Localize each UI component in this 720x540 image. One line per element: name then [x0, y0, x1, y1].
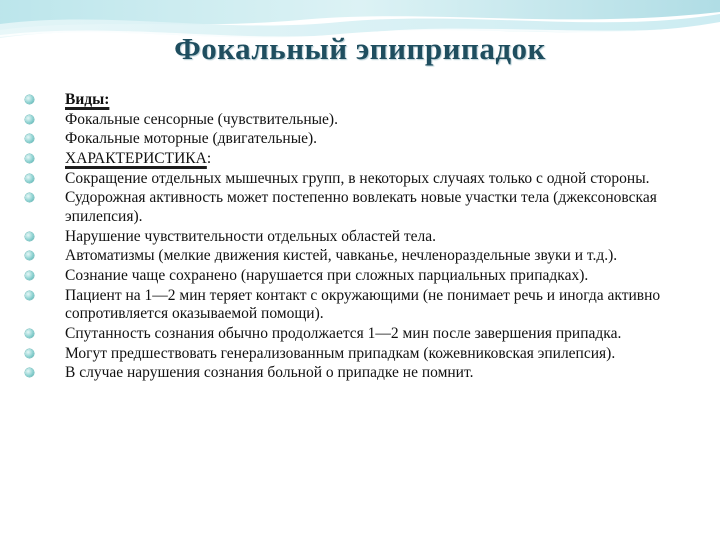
bullet-dot-icon	[25, 95, 34, 104]
bullet-text: Могут предшествовать генерализованным припадкам (кожевниковская эпилепсия).	[65, 344, 616, 362]
bullet-text: Судорожная активность может постепенно вовлекать новые участки тела (джексоновская эпилепсия).	[65, 189, 657, 225]
bullet-item	[20, 247, 685, 266]
bullet-dot-icon	[25, 349, 34, 358]
bullet-dot-icon	[25, 368, 34, 377]
bullet-text: Пациент на 1—2 мин теряет контакт с окружающими (не понимает речь и иногда активно сопротивляется оказываемой помощи).	[65, 286, 661, 323]
bullet-dot-icon	[25, 291, 34, 300]
bullet-item	[20, 267, 685, 286]
bullet-dot-icon	[25, 329, 34, 338]
bullet-dot-icon	[25, 154, 34, 163]
bullet-text: Фокальные сенсорные (чувствительные).	[65, 110, 338, 128]
bullet-text: Сокращение отдельных мышечных групп, в некоторых случаях только с одной стороны.	[65, 169, 650, 187]
bullet-text: Автоматизмы (мелкие движения кистей, чавканье, нечленораздельные звуки и т.д.).	[65, 247, 618, 265]
bullet-item	[20, 189, 685, 226]
bullet-dot-icon	[25, 251, 34, 260]
bullet-text: Виды:	[65, 91, 110, 108]
bullet-dot-icon	[25, 232, 34, 241]
bullet-dot-icon	[25, 134, 34, 143]
bullet-item	[20, 345, 685, 364]
bullet-item	[20, 111, 685, 130]
bullet-list	[20, 91, 685, 384]
bullet-suffix: :	[206, 150, 212, 168]
bullet-item	[20, 150, 685, 169]
bullet-dot-icon	[25, 174, 34, 183]
bullet-item	[20, 130, 685, 149]
bullet-item	[20, 170, 685, 189]
bullet-text: В случае нарушения сознания больной о припадке не помнит.	[65, 364, 474, 382]
bullet-text: Сознание чаще сохранено (нарушается при сложных парциальных припадках).	[65, 267, 589, 284]
bullet-item	[20, 287, 685, 324]
bullet-text: Нарушение чувствительности отдельных областей тела.	[65, 227, 437, 245]
bullet-item	[20, 364, 685, 383]
bullet-dot-icon	[25, 271, 34, 280]
slide-title: Фокальный эпиприпадок	[174, 31, 546, 66]
bullet-item	[20, 91, 685, 110]
bullet-text: ХАРАКТЕРИСТИКА	[65, 150, 207, 168]
bullet-text: Спутанность сознания обычно продолжается 1—2 мин после завершения припадка.	[65, 324, 622, 342]
bullet-item	[20, 228, 685, 247]
bullet-text: Фокальные моторные (двигательные).	[65, 130, 318, 148]
bullet-dot-icon	[25, 115, 34, 124]
bullet-item	[20, 325, 685, 344]
bullet-dot-icon	[25, 193, 34, 202]
